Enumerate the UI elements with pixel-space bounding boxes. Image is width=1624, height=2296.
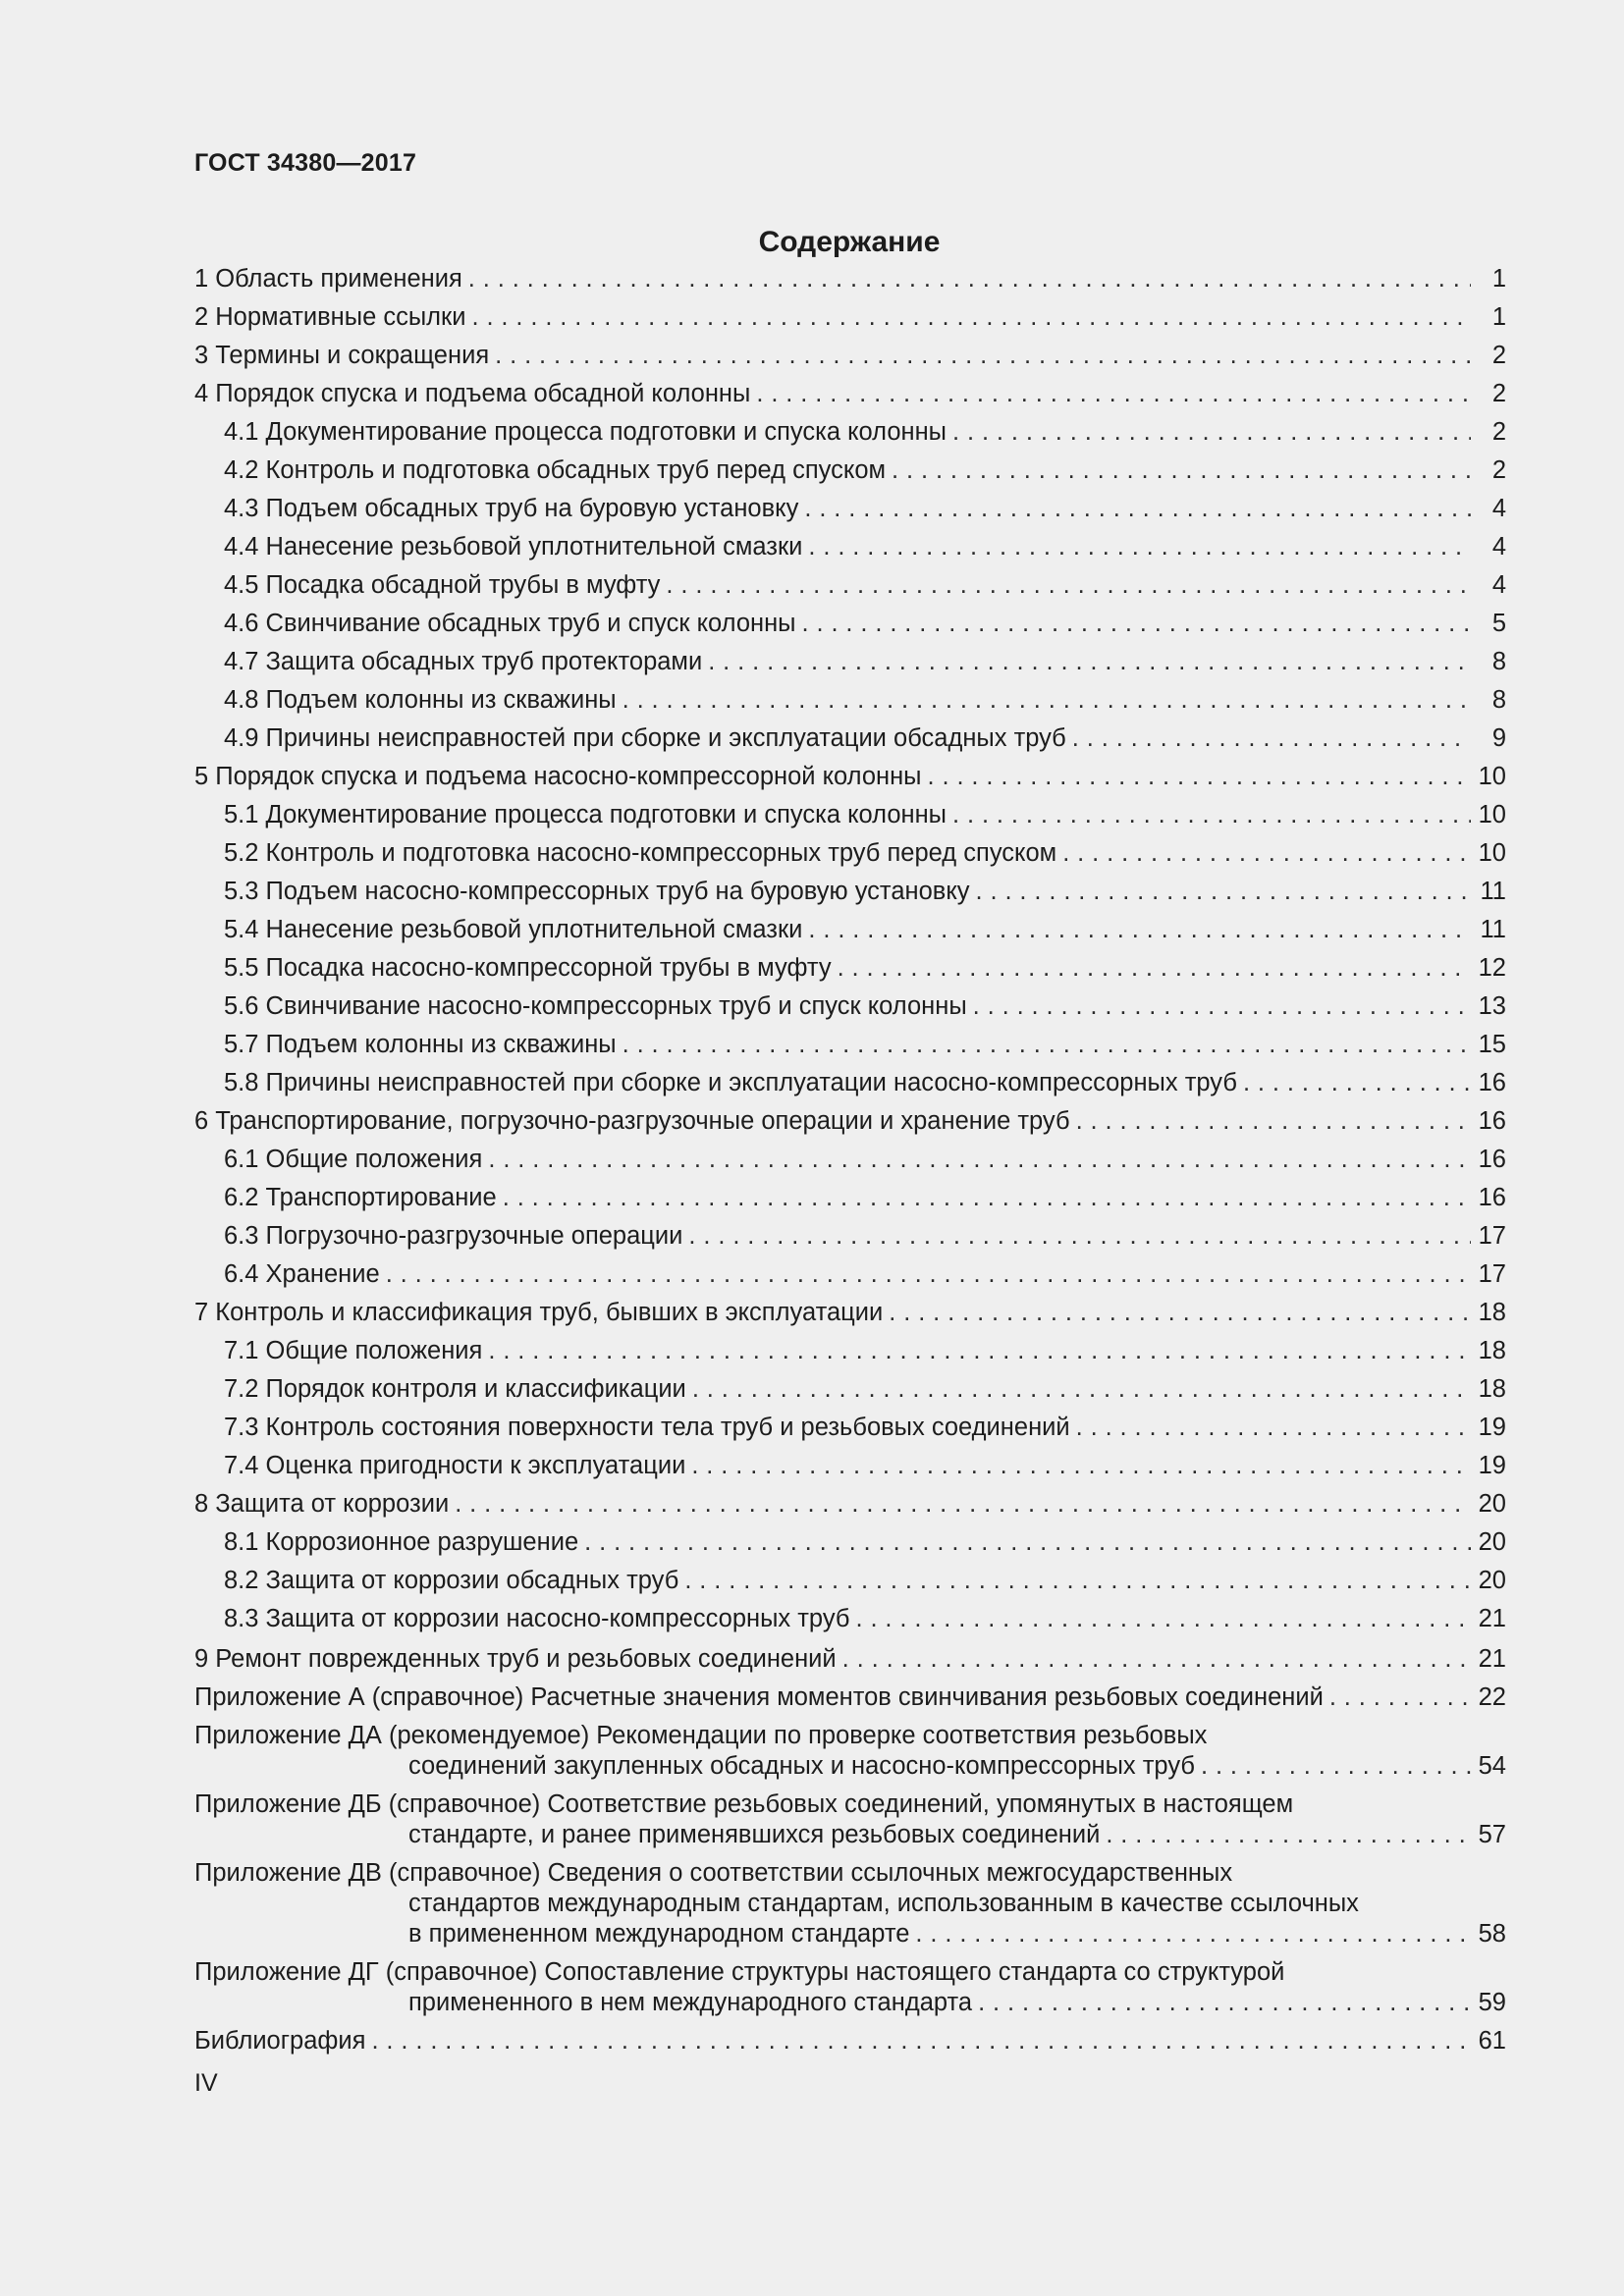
dot-leader — [915, 1919, 1471, 1949]
dot-leader — [978, 1988, 1471, 2018]
toc-subentry[interactable] — [194, 1064, 1506, 1102]
dot-leader — [928, 762, 1472, 792]
dot-leader — [1062, 838, 1471, 869]
toc-entry-title: 5.8 Причины неисправностей при сборке и эксплуатации насосно-компрессорных труб — [224, 1069, 1237, 1096]
dot-leader — [889, 1298, 1471, 1328]
toc-entry-page: 15 — [1478, 1031, 1506, 1058]
toc-entry-page: 57 — [1478, 1821, 1506, 1848]
dot-leader — [488, 1336, 1471, 1366]
dot-leader — [684, 1566, 1471, 1596]
toc-entry[interactable] — [194, 1485, 1506, 1523]
toc-entry[interactable] — [194, 375, 1506, 413]
dot-leader — [688, 1221, 1471, 1252]
toc-entry-page: 20 — [1478, 1567, 1506, 1594]
toc-entry-title: 5.7 Подъем колонны из скважины — [224, 1031, 617, 1058]
toc-entry-title: 5.5 Посадка насосно-компрессорной трубы в муфту — [224, 954, 832, 982]
toc-entry-page: 59 — [1478, 1989, 1506, 2016]
toc-entry-page: 18 — [1478, 1337, 1506, 1364]
toc-subentry[interactable] — [194, 834, 1506, 873]
dot-leader — [692, 1374, 1471, 1405]
toc-entry-page: 10 — [1478, 839, 1506, 867]
dot-leader — [976, 877, 1471, 907]
toc-entry-page: 4 — [1491, 495, 1506, 522]
toc-entry-title: 5.1 Документирование процесса подготовки и спуска колонны — [224, 801, 947, 828]
toc-entry-title-continuation: в примененном международном стандарте — [408, 1920, 910, 1948]
toc-entry-page: 18 — [1478, 1375, 1506, 1403]
toc-entry-title: 4.4 Нанесение резьбовой уплотнительной смазки — [224, 533, 803, 561]
toc-entry-title-continuation: примененного в нем международного стандарта — [408, 1989, 973, 2016]
toc-entry-title: 4.7 Защита обсадных труб протекторами — [224, 648, 703, 675]
toc-entry-page: 9 — [1491, 724, 1506, 752]
toc-subentry[interactable] — [194, 1370, 1506, 1409]
dot-leader — [808, 915, 1471, 945]
dot-leader — [471, 302, 1471, 333]
toc-entry-page: 20 — [1478, 1490, 1506, 1518]
toc-entry-title: 7.2 Порядок контроля и классификации — [224, 1375, 686, 1403]
toc-entry-title: 6.2 Транспортирование — [224, 1184, 497, 1211]
dot-leader — [1106, 1820, 1471, 1850]
dot-leader — [973, 991, 1471, 1022]
toc-entry-page: 2 — [1491, 342, 1506, 369]
toc-entry-title: Приложение ДА (рекомендуемое) Рекомендации по проверке соответствия резьбовых — [194, 1722, 1208, 1749]
toc-entry[interactable] — [194, 337, 1506, 375]
toc-entry-page: 11 — [1480, 878, 1506, 905]
toc-subentry[interactable] — [194, 1562, 1506, 1600]
toc-entry-page: 8 — [1491, 686, 1506, 714]
toc-entry-title: 5.3 Подъем насосно-компрессорных труб на буровую установку — [224, 878, 970, 905]
page-number: IV — [194, 2069, 218, 2097]
toc-subentry[interactable] — [194, 1141, 1506, 1179]
dot-leader — [691, 1451, 1471, 1481]
dot-leader — [1076, 1106, 1471, 1137]
toc-entry-title: 8.1 Коррозионное разрушение — [224, 1528, 579, 1556]
toc-subentry[interactable] — [194, 1332, 1506, 1370]
toc-subentry[interactable] — [194, 1600, 1506, 1638]
toc-subentry[interactable] — [194, 1179, 1506, 1217]
toc-appendix-entry[interactable] — [194, 1717, 1506, 1786]
toc-subentry[interactable] — [194, 490, 1506, 528]
toc-entry-title: 5.2 Контроль и подготовка насосно-компрессорных труб перед спуском — [224, 839, 1057, 867]
toc-entry-page: 61 — [1478, 2027, 1506, 2055]
toc-entry-title: Приложение ДГ (справочное) Сопоставление структуры настоящего стандарта со структурой — [194, 1958, 1285, 1986]
dot-leader — [495, 341, 1471, 371]
dot-leader — [952, 800, 1471, 830]
dot-leader — [756, 379, 1471, 409]
toc-entry-page: 58 — [1478, 1920, 1506, 1948]
toc-entry-bibliography[interactable] — [194, 2022, 1506, 2060]
toc-entry-title: Библиография — [194, 2027, 366, 2055]
toc-entry-title: 8 Защита от коррозии — [194, 1490, 450, 1518]
toc-entry-page: 18 — [1478, 1299, 1506, 1326]
toc-entry-title: 6 Транспортирование, погрузочно-разгрузочные операции и хранение труб — [194, 1107, 1070, 1135]
toc-appendix-entry[interactable] — [194, 1854, 1506, 1953]
toc-entry-page: 2 — [1491, 380, 1506, 407]
toc-entry-page: 2 — [1491, 418, 1506, 446]
toc-entry-title: Приложение ДВ (справочное) Сведения о соответствии ссылочных межгосударственных — [194, 1859, 1233, 1887]
toc-entry-page: 21 — [1478, 1605, 1506, 1632]
toc-entry-title: 9 Ремонт поврежденных труб и резьбовых соединений — [194, 1645, 837, 1673]
dot-leader — [892, 455, 1471, 486]
toc-entry-title: 4 Порядок спуска и подъема обсадной колонны — [194, 380, 751, 407]
toc-subentry[interactable] — [194, 1255, 1506, 1294]
toc-entry-page: 22 — [1478, 1683, 1506, 1711]
dot-leader — [503, 1183, 1471, 1213]
toc-entry-page: 10 — [1478, 763, 1506, 790]
toc-subentry[interactable] — [194, 452, 1506, 490]
toc-title: Содержание — [758, 226, 941, 258]
dot-leader — [455, 1489, 1471, 1520]
toc-subentry[interactable] — [194, 1523, 1506, 1562]
toc-entry-page: 2 — [1491, 456, 1506, 484]
toc-entry-title: 3 Термины и сокращения — [194, 342, 490, 369]
toc-entry-page: 4 — [1491, 571, 1506, 599]
toc-subentry[interactable] — [194, 1217, 1506, 1255]
toc-entry-page: 13 — [1478, 992, 1506, 1020]
dot-leader — [1329, 1682, 1471, 1713]
dot-leader — [952, 417, 1471, 448]
toc-subentry[interactable] — [194, 605, 1506, 643]
toc-appendix-entry[interactable] — [194, 1786, 1506, 1854]
dot-leader — [584, 1527, 1471, 1558]
toc-entry-title: 5 Порядок спуска и подъема насосно-компрессорной колонны — [194, 763, 922, 790]
toc-subentry[interactable] — [194, 988, 1506, 1026]
toc-entry-title: 5.6 Свинчивание насосно-компрессорных труб и спуск колонны — [224, 992, 967, 1020]
toc-entry-page: 12 — [1478, 954, 1506, 982]
dot-leader — [623, 685, 1471, 716]
toc-entry-page: 19 — [1478, 1452, 1506, 1479]
toc-entry-title: 7 Контроль и классификация труб, бывших в эксплуатации — [194, 1299, 884, 1326]
toc-entry[interactable] — [194, 1294, 1506, 1332]
toc-entry-page: 17 — [1478, 1222, 1506, 1250]
dot-leader — [666, 570, 1471, 601]
toc-entry-page: 4 — [1491, 533, 1506, 561]
table-of-contents — [194, 260, 1506, 2060]
toc-entry[interactable] — [194, 260, 1506, 298]
toc-entry[interactable] — [194, 1102, 1506, 1141]
toc-entry-title: 4.8 Подъем колонны из скважины — [224, 686, 617, 714]
toc-entry-title: 4.2 Контроль и подготовка обсадных труб перед спуском — [224, 456, 887, 484]
toc-entry-title-continuation: стандарте, и ранее применявшихся резьбовых соединений — [408, 1821, 1101, 1848]
toc-entry-page: 10 — [1478, 801, 1506, 828]
toc-entry-page: 20 — [1478, 1528, 1506, 1556]
dot-leader — [386, 1259, 1471, 1290]
toc-entry-page: 54 — [1478, 1752, 1506, 1780]
toc-entry-title: 6.1 Общие положения — [224, 1146, 483, 1173]
toc-entry[interactable] — [194, 298, 1506, 337]
toc-entry-title: 4.3 Подъем обсадных труб на буровую установку — [224, 495, 799, 522]
toc-entry-title: 8.3 Защита от коррозии насосно-компрессорных труб — [224, 1605, 850, 1632]
toc-entry-title: 4.5 Посадка обсадной трубы в муфту — [224, 571, 661, 599]
toc-entry-title: 4.9 Причины неисправностей при сборке и эксплуатации обсадных труб — [224, 724, 1066, 752]
toc-subentry[interactable] — [194, 911, 1506, 949]
toc-entry[interactable] — [194, 1640, 1506, 1679]
toc-subentry[interactable] — [194, 1409, 1506, 1447]
dot-leader — [468, 264, 1471, 294]
toc-subentry[interactable] — [194, 643, 1506, 681]
toc-subentry[interactable] — [194, 1026, 1506, 1064]
toc-subentry[interactable] — [194, 528, 1506, 566]
dot-leader — [1072, 723, 1471, 754]
dot-leader — [371, 2026, 1471, 2056]
toc-entry-title: 4.6 Свинчивание обсадных труб и спуск колонны — [224, 610, 796, 637]
toc-entry-page: 8 — [1491, 648, 1506, 675]
dot-leader — [708, 647, 1471, 677]
toc-subentry[interactable] — [194, 1447, 1506, 1485]
toc-entry-page: 16 — [1478, 1146, 1506, 1173]
dot-leader — [855, 1604, 1471, 1634]
dot-leader — [808, 532, 1471, 562]
dot-leader — [1201, 1751, 1471, 1782]
toc-entry-page: 17 — [1478, 1260, 1506, 1288]
toc-entry-title: 2 Нормативные ссылки — [194, 303, 466, 331]
dot-leader — [838, 953, 1471, 984]
toc-entry-title: 1 Область применения — [194, 265, 462, 293]
dot-leader — [488, 1145, 1471, 1175]
toc-entry-title-continuation: соединений закупленных обсадных и насосно-компрессорных труб — [408, 1752, 1195, 1780]
toc-subentry[interactable] — [194, 413, 1506, 452]
toc-subentry[interactable] — [194, 796, 1506, 834]
toc-subentry[interactable] — [194, 681, 1506, 720]
toc-entry-title: 7.4 Оценка пригодности к эксплуатации — [224, 1452, 686, 1479]
toc-entry-title: 4.1 Документирование процесса подготовки и спуска колонны — [224, 418, 947, 446]
toc-entry-page: 11 — [1480, 916, 1506, 943]
document-designation: ГОСТ 34380—2017 — [194, 149, 417, 177]
toc-subentry[interactable] — [194, 566, 1506, 605]
dot-leader — [802, 609, 1472, 639]
toc-entry-page: 16 — [1478, 1069, 1506, 1096]
toc-entry-title: 6.4 Хранение — [224, 1260, 380, 1288]
toc-entry-title: 6.3 Погрузочно-разгрузочные операции — [224, 1222, 683, 1250]
toc-entry-page: 16 — [1478, 1184, 1506, 1211]
dot-leader — [1076, 1413, 1471, 1443]
toc-entry-page: 21 — [1478, 1645, 1506, 1673]
toc-entry-page: 1 — [1491, 303, 1506, 331]
toc-entry-page: 5 — [1491, 610, 1506, 637]
toc-entry-title: Приложение А (справочное) Расчетные значения моментов свинчивания резьбовых соединений — [194, 1683, 1324, 1711]
toc-entry-page: 1 — [1491, 265, 1506, 293]
toc-entry-page: 16 — [1478, 1107, 1506, 1135]
toc-appendix-entry[interactable] — [194, 1953, 1506, 2022]
dot-leader — [1243, 1068, 1471, 1098]
dot-leader — [804, 494, 1471, 524]
dot-leader — [842, 1644, 1471, 1675]
toc-subentry[interactable] — [194, 949, 1506, 988]
toc-entry-title-continuation: стандартов международным стандартам, использованным в качестве ссылочных — [408, 1890, 1359, 1917]
toc-entry[interactable] — [194, 758, 1506, 796]
dot-leader — [623, 1030, 1471, 1060]
toc-entry-title: Приложение ДБ (справочное) Соответствие резьбовых соединений, упомянутых в настоящем — [194, 1790, 1294, 1818]
toc-subentry[interactable] — [194, 873, 1506, 911]
toc-entry-title: 5.4 Нанесение резьбовой уплотнительной смазки — [224, 916, 803, 943]
toc-appendix-entry[interactable] — [194, 1679, 1506, 1717]
toc-entry-title: 7.1 Общие положения — [224, 1337, 483, 1364]
toc-entry-page: 19 — [1478, 1414, 1506, 1441]
toc-entry-title: 8.2 Защита от коррозии обсадных труб — [224, 1567, 679, 1594]
toc-subentry[interactable] — [194, 720, 1506, 758]
toc-entry-title: 7.3 Контроль состояния поверхности тела труб и резьбовых соединений — [224, 1414, 1070, 1441]
